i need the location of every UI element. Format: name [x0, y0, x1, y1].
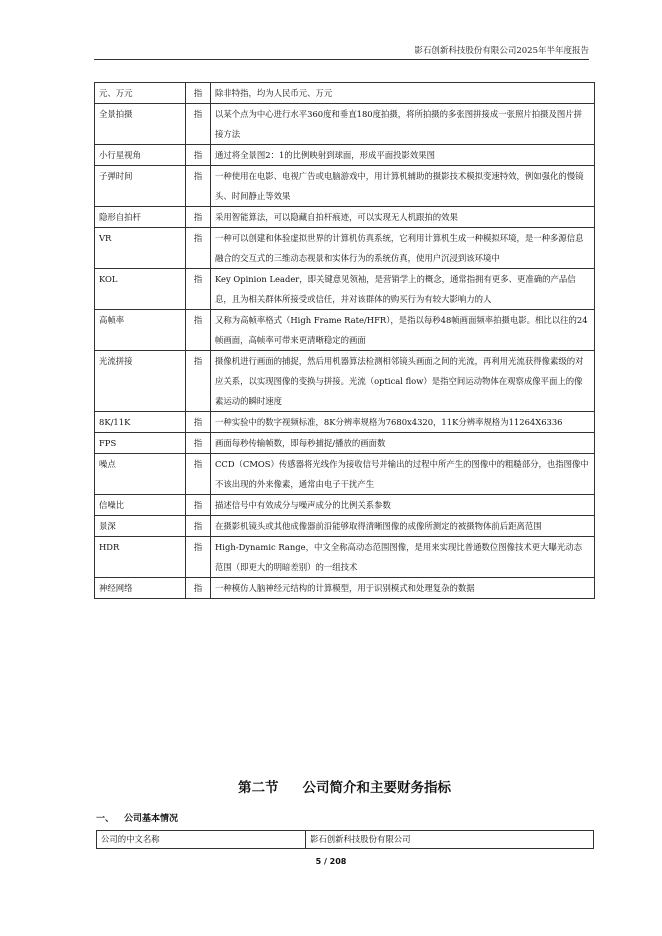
- definition-ref: 指: [186, 269, 211, 310]
- definition-row: [95, 145, 595, 166]
- definition-row: [95, 537, 595, 578]
- definition-term: 景深: [95, 516, 186, 537]
- definition-row: [95, 207, 595, 228]
- header-rule: [94, 59, 589, 60]
- definition-text: 采用智能算法，可以隐藏自拍杆痕迹，可以实现无人机跟拍的效果: [211, 207, 595, 228]
- definition-ref: 指: [186, 433, 211, 454]
- definition-text: 一种可以创建和体验虚拟世界的计算机仿真系统，它利用计算机生成一种模拟环境，是一种多源信息融合的交互式的三维动态视景和实体行为的系统仿真，使用户沉浸到该环境中: [211, 228, 595, 269]
- definition-row: [95, 351, 595, 412]
- definition-term: KOL: [95, 269, 186, 310]
- definition-ref: 指: [186, 454, 211, 495]
- definition-ref: 指: [186, 166, 211, 207]
- page-header: 影石创新科技股份有限公司2025年半年度报告: [414, 46, 589, 56]
- definition-row: [95, 516, 595, 537]
- definition-ref: 指: [186, 516, 211, 537]
- definition-text: Key Opinion Leader，即关键意见领袖，是营销学上的概念，通常指拥有更多、更准确的产品信息，且为相关群体所接受或信任，并对该群体的购买行为有较大影响力的人: [211, 269, 595, 310]
- definition-text: 一种实验中的数字视频标准，8K分辨率规格为7680x4320，11K分辨率规格为11264X6336: [211, 412, 595, 433]
- definition-term: 子弹时间: [95, 166, 186, 207]
- definition-term: 光流拼接: [95, 351, 186, 412]
- definition-term: HDR: [95, 537, 186, 578]
- definition-ref: 指: [186, 351, 211, 412]
- definition-term: 神经网络: [95, 578, 186, 599]
- definition-ref: 指: [186, 310, 211, 351]
- definition-ref: 指: [186, 495, 211, 516]
- definition-text: 一种模仿人脑神经元结构的计算模型，用于识别模式和处理复杂的数据: [211, 578, 595, 599]
- definition-ref: 指: [186, 104, 211, 145]
- definition-row: [95, 454, 595, 495]
- definition-row: [95, 310, 595, 351]
- definition-row: [95, 269, 595, 310]
- definition-term: 噪点: [95, 454, 186, 495]
- definition-ref: 指: [186, 83, 211, 104]
- definition-text: 通过将全景图2：1的比例映射到球面，形成平面投影效果图: [211, 145, 595, 166]
- subsection-heading: [96, 811, 178, 824]
- definition-term: 8K/11K: [95, 412, 186, 433]
- info-value: 影石创新科技股份有限公司: [306, 831, 594, 849]
- definition-ref: 指: [186, 145, 211, 166]
- info-label: 公司的中文名称: [97, 831, 306, 849]
- definition-term: 全景拍摄: [95, 104, 186, 145]
- definition-term: 小行星视角: [95, 145, 186, 166]
- definition-ref: 指: [186, 537, 211, 578]
- definition-ref: 指: [186, 228, 211, 269]
- definition-text: 又称为高帧率格式（High Frame Rate/HFR），是指以每秒48帧画面频率拍摄电影。相比以往的24帧画面，高帧率可带来更清晰稳定的画面: [211, 310, 595, 351]
- definition-term: 信噪比: [95, 495, 186, 516]
- section-number: 第二节: [238, 780, 279, 796]
- definition-text: 一种使用在电影、电视广告或电脑游戏中，用计算机辅助的摄影技术模拟变速特效，例如强化的慢镜头、时间静止等效果: [211, 166, 595, 207]
- page-number: 5 / 208: [315, 857, 347, 866]
- definitions-table: [94, 82, 595, 599]
- definition-ref: 指: [186, 207, 211, 228]
- definition-row: [95, 578, 595, 599]
- definition-text: 摄像机进行画面的捕捉，然后用机器算法检测相邻镜头画面之间的光流，再利用光流获得像素级的对应关系，以实现图像的变换与拼接。光流（optical flow）是指空间运动物体在观察成像平面上的像素运动的瞬时速度: [211, 351, 595, 412]
- definition-text: 除非特指，均为人民币元、万元: [211, 83, 595, 104]
- definition-row: [95, 166, 595, 207]
- definition-term: 高帧率: [95, 310, 186, 351]
- definition-text: High-Dynamic Range，中文全称高动态范围图像，是用来实现比普通数位图像技术更大曝光动态范围（即更大的明暗差别）的一组技术: [211, 537, 595, 578]
- subsection-number: 一、: [96, 814, 115, 824]
- definition-text: 画面每秒传输帧数，即每秒捕捉/播放的画面数: [211, 433, 595, 454]
- subsection-title: 公司基本情况: [124, 814, 179, 824]
- definition-text: 在摄影机镜头或其他成像器前沿能够取得清晰图像的成像所测定的被摄物体前后距离范围: [211, 516, 595, 537]
- definition-text: 描述信号中有效成分与噪声成分的比例关系参数: [211, 495, 595, 516]
- definition-row: [95, 228, 595, 269]
- definition-row: [95, 495, 595, 516]
- definition-term: FPS: [95, 433, 186, 454]
- company-info-table-body: [97, 831, 594, 849]
- definition-row: [95, 104, 595, 145]
- definitions-table-body: [95, 83, 595, 599]
- definition-text: 以某个点为中心进行水平360度和垂直180度拍摄，将所拍摄的多张图拼接成一张照片拍摄及图片拼接方法: [211, 104, 595, 145]
- section-heading: [94, 776, 595, 796]
- definition-row: [95, 83, 595, 104]
- definition-term: VR: [95, 228, 186, 269]
- company-info-table: [96, 830, 594, 849]
- definition-ref: 指: [186, 578, 211, 599]
- definition-term: 隐形自拍杆: [95, 207, 186, 228]
- info-row: [97, 831, 594, 849]
- definition-text: CCD（CMOS）传感器将光线作为接收信号并输出的过程中所产生的图像中的粗糙部分，也指图像中不该出现的外来像素，通常由电子干扰产生: [211, 454, 595, 495]
- definition-ref: 指: [186, 412, 211, 433]
- definition-row: [95, 412, 595, 433]
- section-title: 公司简介和主要财务指标: [302, 780, 451, 796]
- definition-term: 元、万元: [95, 83, 186, 104]
- definition-row: [95, 433, 595, 454]
